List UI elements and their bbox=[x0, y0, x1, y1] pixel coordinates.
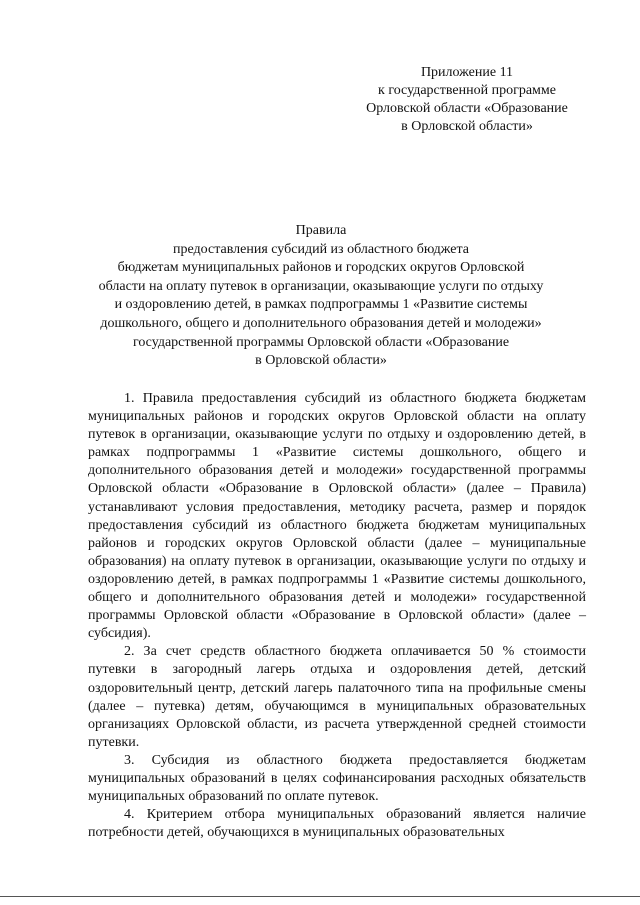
appendix-line: Приложение 11 bbox=[420, 65, 514, 80]
title-line: области на оплату путевок в организации, оказывающие услуги по отдыху bbox=[98, 278, 544, 294]
document-body bbox=[88, 390, 586, 842]
appendix-line: Орловской области «Образование bbox=[366, 101, 568, 116]
appendix-header bbox=[352, 64, 582, 136]
paragraph-4: 4. Критерием отбора муниципальных образований является наличие потребности детей, обучающихся в муниципальных образовательных bbox=[88, 807, 586, 841]
paragraph-2: 2. За счет средств областного бюджета оплачивается 50 % стоимости путевки в загородный лагерь отдыха и оздоровления детей, детский оздоровительный центр, детский лагерь палаточного типа на профильные смены (далее – путевка) детям, обучающимся в муниципальных образовательных организациях Орловской области, из расчета утвержденной средней стоимости путевки. bbox=[88, 644, 586, 750]
paragraph-1: 1. Правила предоставления субсидий из областного бюджета бюджетам муниципальных районов и городских округов Орловской области на оплату путевок в организации, оказывающие услуги по отдыху и оздоровлению детей, в рамках подпрограммы 1 «Развитие системы дошкольного, общего и дополнительного образования детей и молодежи» государственной программы Орловской области «Образование в Орловской области» (далее – Правила) устанавливают условия предоставления, методику расчета, размер и порядок предоставления субсидий из областного бюджета бюджетам муниципальных районов и городских округов Орловской области (далее – муниципальные образования) на оплату путевок в организации, оказывающие услуги по отдыху и оздоровлению детей, в рамках подпрограммы 1 «Развитие системы дошкольного, общего и дополнительного образования детей и молодежи» государственной программы Орловской области «Образование в Орловской области» (далее – субсидия). bbox=[88, 391, 586, 642]
title-line: Правила bbox=[295, 223, 347, 238]
title-line: предоставления субсидий из областного бюджета bbox=[173, 241, 469, 257]
title-line: государственной программы Орловской области «Образование bbox=[132, 334, 510, 350]
title-line: и оздоровлению детей, в рамках подпрограммы 1 «Развитие системы bbox=[114, 297, 528, 313]
appendix-line: к государственной программе bbox=[378, 83, 556, 98]
document-title bbox=[80, 222, 562, 371]
title-line: бюджетам муниципальных районов и городских округов Орловской bbox=[117, 260, 525, 276]
title-line: дошкольного, общего и дополнительного образования детей и молодежи» bbox=[100, 315, 542, 331]
paragraph-3: 3. Субсидия из областного бюджета предоставляется бюджетам муниципальных образований в целях софинансирования расходных обязательств муниципальных образований по оплате путевок. bbox=[88, 752, 586, 805]
title-line: в Орловской области» bbox=[255, 353, 387, 369]
appendix-line: в Орловской области» bbox=[401, 119, 533, 134]
page-bottom-rule bbox=[0, 896, 640, 897]
